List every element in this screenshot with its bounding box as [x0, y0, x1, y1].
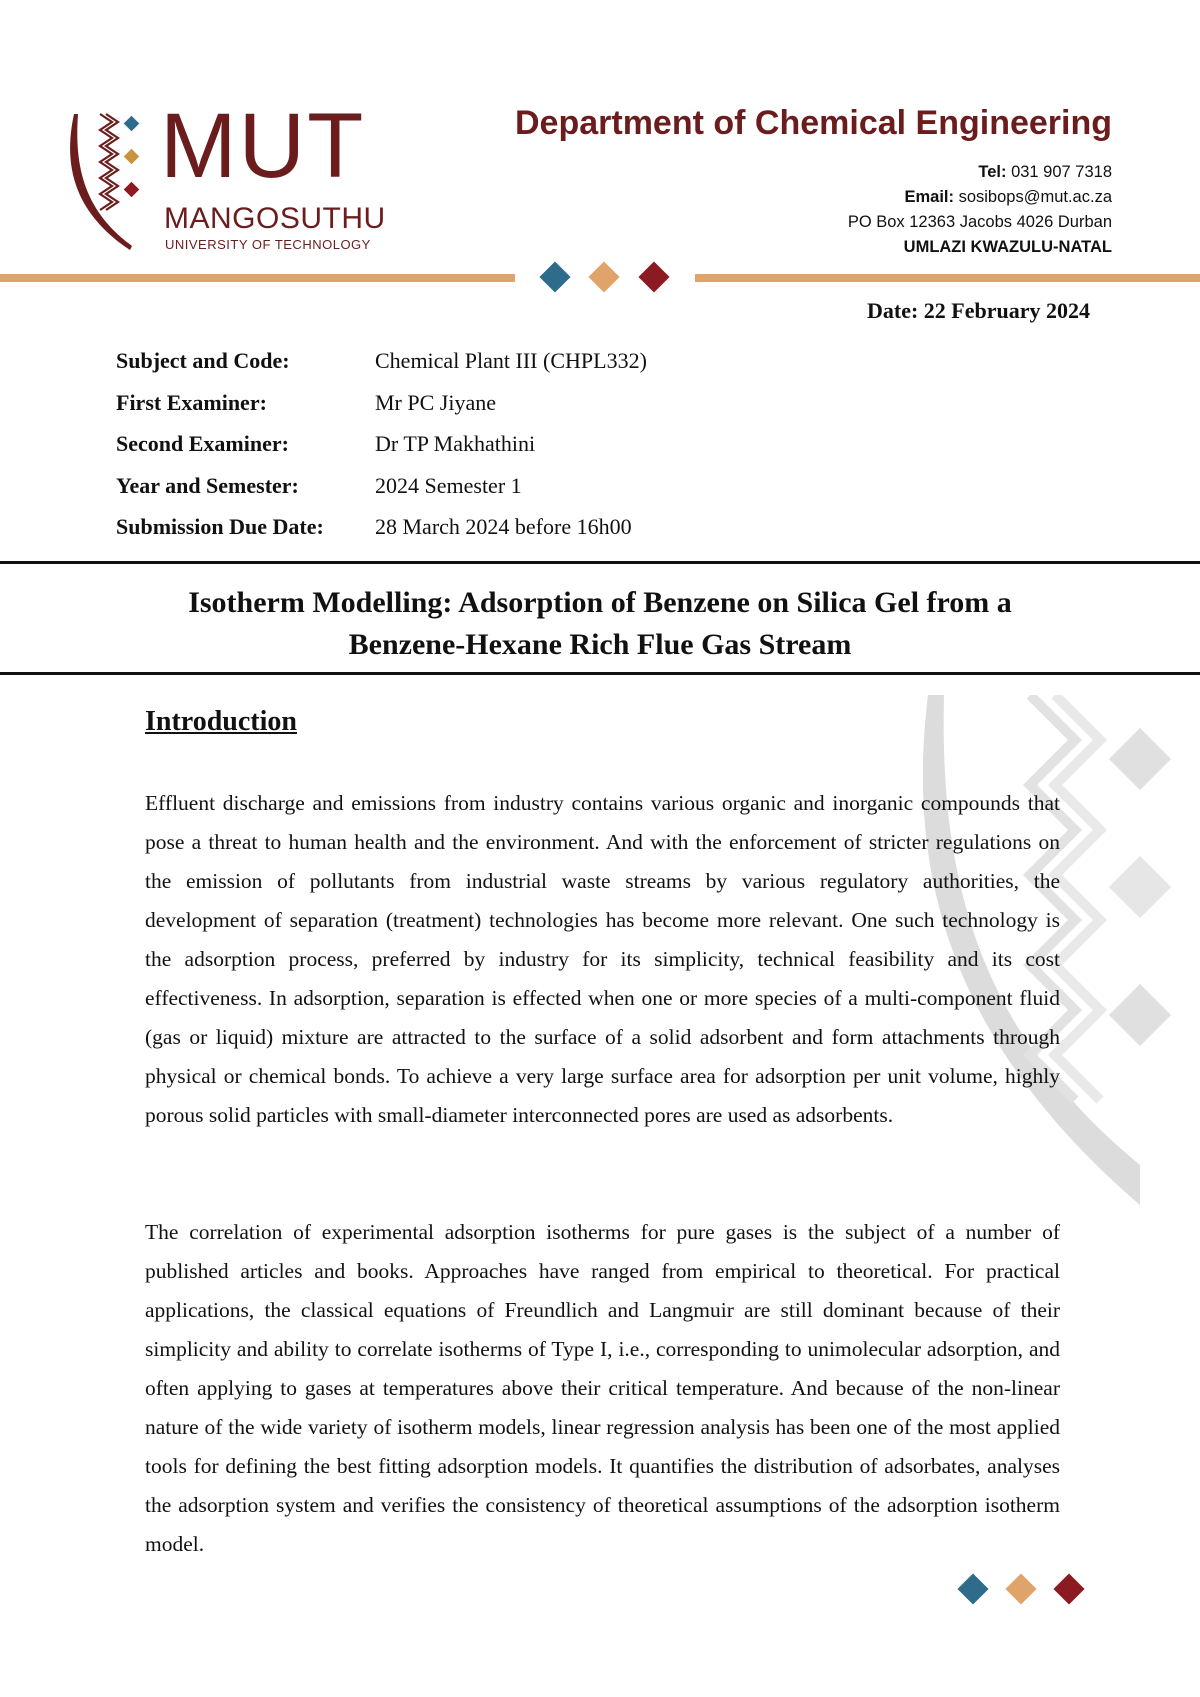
title-rule-bottom — [0, 672, 1200, 675]
detail-label: Second Examiner: — [116, 431, 289, 456]
contact-block — [848, 160, 1112, 260]
introduction-paragraph-2: The correlation of experimental adsorption isotherms for pure gases is the subject of a number of published articles and books. Approaches have ranged from empirical to theoretical. For practical applications, the classical equations of Freundlich and Langmuir are still dominant because of their simplicity and ability to correlate isotherms of Type I, i.e., corresponding to unimolecular adsorption, and often applying to gases at temperatures above their critical temperature. And because of the non-linear nature of the wide variety of isotherm models, linear regression analysis has been one of the most applied tools for defining the best fitting adsorption models. It quantifies the distribution of adsorbates, analyses the adsorption system and verifies the consistency of theoretical assumptions of the adsorption isotherm model. — [145, 1220, 1060, 1556]
email-value[interactable]: sosibops@mut.ac.za — [958, 188, 1112, 206]
document-title — [100, 582, 1100, 666]
title-rule-top — [0, 561, 1200, 564]
logo-emblem-icon — [60, 100, 170, 260]
department-title: Department of Chemical Engineering — [515, 104, 1112, 142]
tel-label: Tel: — [978, 163, 1007, 181]
header-divider-left — [0, 274, 515, 282]
email-line — [848, 185, 1112, 210]
detail-value: Mr PC Jiyane — [375, 389, 496, 415]
logo-acronym: MUT — [160, 95, 366, 197]
detail-value: 2024 Semester 1 — [375, 472, 522, 498]
introduction-heading: Introduction — [145, 706, 297, 737]
blue-diamond-icon — [539, 261, 570, 292]
blue-diamond-icon — [957, 1573, 988, 1604]
red-diamond-icon — [1053, 1573, 1084, 1604]
logo-university-name: MANGOSUTHU — [164, 202, 386, 235]
postal-address: PO Box 12363 Jacobs 4026 Durban — [847, 213, 1112, 231]
orange-diamond-icon — [588, 261, 619, 292]
detail-label: Submission Due Date: — [116, 514, 324, 539]
detail-value: Dr TP Makhathini — [375, 431, 536, 456]
introduction-paragraph-1: Effluent discharge and emissions from industry contains various organic and inorganic compounds that pose a threat to human health and the environment. And with the enforcement of stricter regulations on the emission of pollutants from industrial waste streams by various regulatory authorities, the development of separation (treatment) technologies has become more relevant. One such technology is the adsorption process, preferred by industry for its simplicity, technical feasibility and its cost effectiveness. In adsorption, separation is effected when one or more species of a multi-component fluid (gas or liquid) mixture are attracted to the surface of a solid adsorbent and form attachments through physical or chemical bonds. To achieve a very large surface area for adsorption per unit volume, highly porous solid particles with small-diameter interconnected pores are used as adsorbents. — [145, 791, 1060, 1127]
tel-value: 031 907 7318 — [1011, 163, 1112, 181]
tel-line — [848, 160, 1112, 185]
detail-value: 28 March 2024 before 16h00 — [375, 514, 632, 539]
detail-value: Chemical Plant III (CHPL332) — [375, 348, 647, 373]
logo-subtitle: UNIVERSITY OF TECHNOLOGY — [165, 237, 371, 252]
detail-label: Subject and Code: — [116, 348, 290, 373]
detail-label: Year and Semester: — [116, 472, 299, 498]
footer-diamonds — [950, 1570, 1090, 1610]
university-logo — [60, 95, 420, 260]
header-divider-right — [695, 274, 1200, 282]
detail-label: First Examiner: — [116, 389, 267, 415]
orange-diamond-icon — [1005, 1573, 1036, 1604]
document-title-line-2: Benzene-Hexane Rich Flue Gas Stream — [348, 628, 852, 661]
document-title-line-1: Isotherm Modelling: Adsorption of Benzene on Silica Gel from a — [188, 586, 1012, 619]
email-label: Email: — [904, 188, 954, 206]
document-date: Date: 22 February 2024 — [866, 298, 1090, 323]
red-diamond-icon — [638, 261, 669, 292]
location-line: UMLAZI KWAZULU-NATAL — [903, 238, 1112, 256]
